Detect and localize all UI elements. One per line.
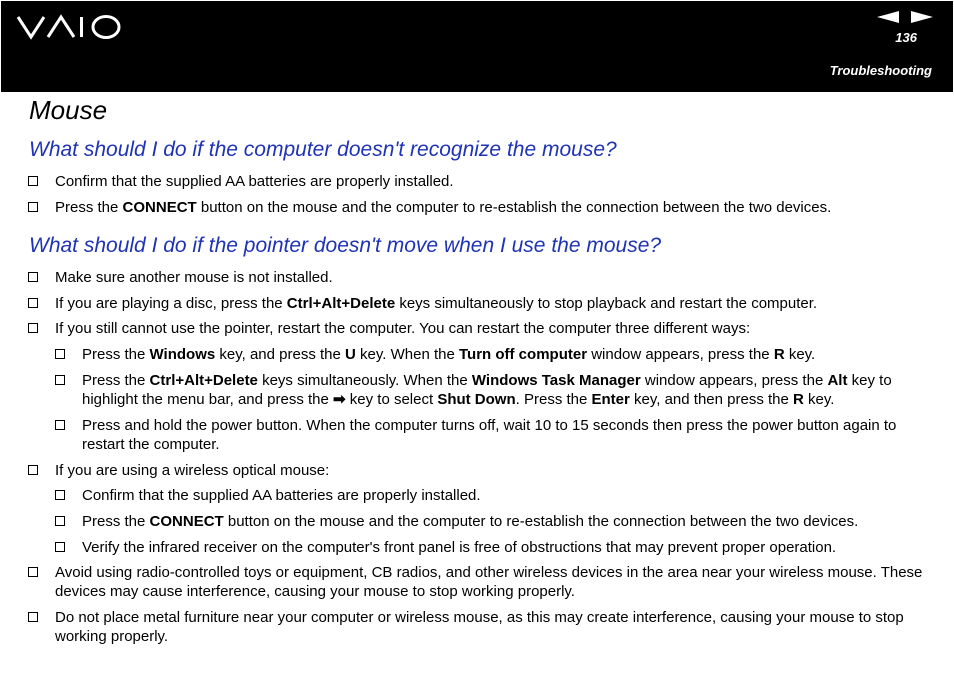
checkbox-bullet-icon bbox=[28, 612, 38, 622]
right-arrow-key-icon: ➡ bbox=[333, 391, 346, 408]
checkbox-bullet-icon bbox=[28, 465, 38, 475]
back-arrow-icon[interactable] bbox=[877, 11, 899, 23]
checkbox-bullet-icon bbox=[55, 490, 65, 500]
checkbox-bullet-icon bbox=[28, 272, 38, 282]
checkbox-bullet-icon bbox=[55, 542, 65, 552]
section-label: Troubleshooting bbox=[829, 63, 932, 78]
vaio-logo bbox=[16, 13, 122, 41]
checkbox-bullet-icon bbox=[28, 202, 38, 212]
checkbox-bullet-icon bbox=[55, 516, 65, 526]
page-title: Mouse bbox=[29, 95, 108, 125]
checkbox-bullet-icon bbox=[28, 298, 38, 308]
checkbox-bullet-icon bbox=[28, 567, 38, 577]
checkbox-bullet-icon bbox=[55, 420, 65, 430]
question-heading-2: What should I do if the pointer doesn't move when I use the mouse? bbox=[29, 234, 662, 257]
checkbox-bullet-icon bbox=[55, 375, 65, 385]
page-number: 136 bbox=[895, 30, 917, 45]
checkbox-bullet-icon bbox=[28, 323, 38, 333]
checkbox-bullet-icon bbox=[28, 176, 38, 186]
question-heading-1: What should I do if the computer doesn't recognize the mouse? bbox=[29, 138, 617, 161]
page-header bbox=[1, 1, 953, 92]
checkbox-bullet-icon bbox=[55, 349, 65, 359]
forward-arrow-icon[interactable] bbox=[911, 11, 933, 23]
